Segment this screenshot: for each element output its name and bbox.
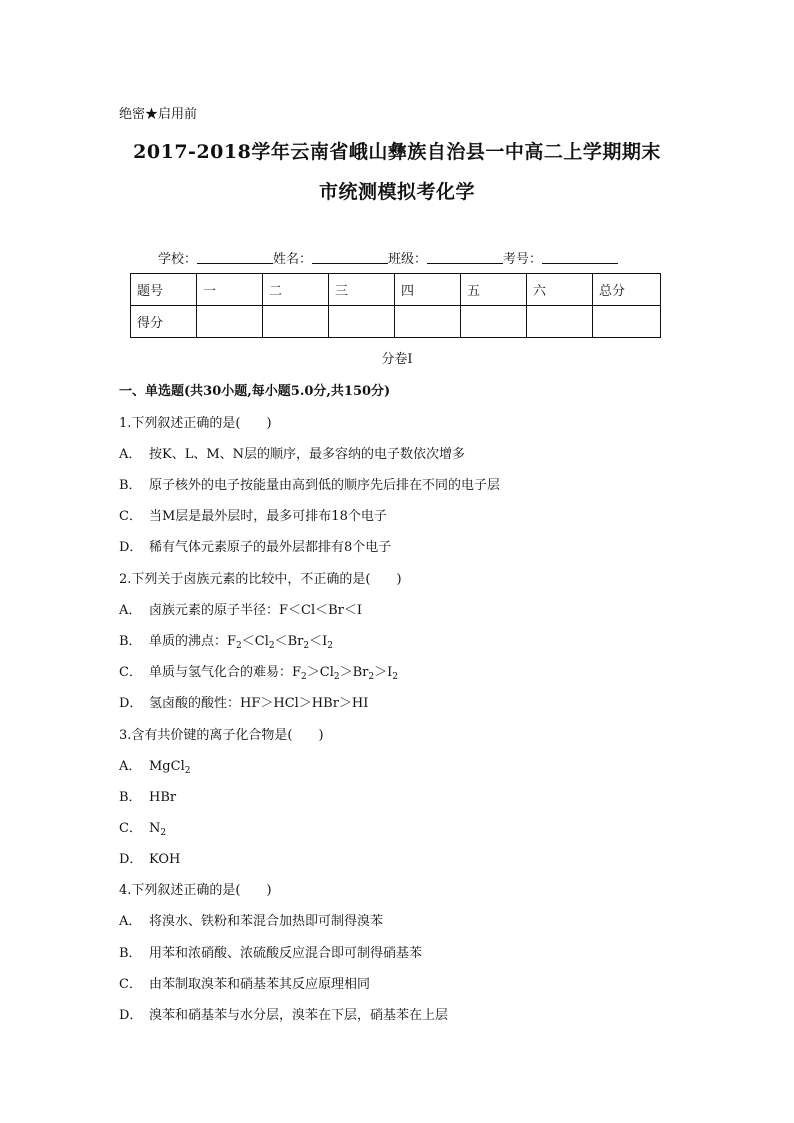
option-text: KOH	[149, 852, 181, 867]
option-item[interactable]	[119, 599, 362, 618]
score-entry-cell[interactable]	[197, 306, 263, 338]
option-item[interactable]	[119, 536, 391, 555]
page-title-line2: 市统测模拟考化学	[318, 181, 475, 203]
option-item[interactable]	[119, 474, 500, 493]
option-text: 卤族元素的原子半径：F＜Cl＜Br＜I	[149, 603, 363, 618]
subscript: 2	[236, 641, 242, 651]
option-label: D．	[119, 696, 143, 711]
question-stem: 3.含有共价键的离子化合物是( )	[119, 728, 324, 743]
option-label: B．	[119, 790, 142, 805]
exam-no-label: 考号：	[503, 252, 543, 267]
option-item[interactable]	[119, 786, 176, 805]
score-cell: 四	[395, 274, 461, 306]
option-text: 当M层是最外层时，最多可排布18个电子	[149, 509, 387, 524]
subscript: 2	[368, 672, 375, 682]
option-text: 氢卤酸的酸性：HF＞HCl＞HBr＞HI	[149, 696, 369, 711]
score-cell: 二	[263, 274, 329, 306]
formula-text: ＜Br	[274, 634, 304, 649]
option-item[interactable]	[119, 973, 370, 992]
option-item[interactable]	[119, 817, 166, 836]
option-label: B．	[119, 946, 142, 961]
option-text	[149, 634, 333, 649]
formula-text: ＞Br	[339, 665, 369, 680]
formula-text: 单质的沸点：F	[149, 634, 237, 649]
option-label: D．	[119, 852, 143, 867]
subscript: 2	[333, 672, 340, 682]
subscript: 2	[184, 766, 191, 776]
option-text: 按K、L、M、N层的顺序，最多容纳的电子数依次增多	[149, 447, 466, 462]
section-label: 分卷I	[381, 352, 413, 367]
formula-text: MgCl	[149, 759, 185, 774]
question-stem: 2.下列关于卤族元素的比较中，不正确的是( )	[119, 572, 402, 587]
option-item[interactable]	[119, 443, 465, 462]
option-label: D．	[119, 540, 143, 555]
option-text	[149, 821, 166, 836]
score-entry-cell[interactable]	[329, 306, 395, 338]
option-label: A．	[119, 759, 142, 774]
option-item[interactable]	[119, 1004, 448, 1023]
exam-no-field[interactable]	[542, 251, 618, 264]
score-entry-cell[interactable]	[593, 306, 661, 338]
option-text: 稀有气体元素原子的最外层都排有8个电子	[149, 540, 392, 555]
option-text: HBr	[149, 790, 177, 805]
subscript: 2	[392, 672, 398, 682]
option-item[interactable]	[119, 848, 180, 867]
formula-text: ＞I	[374, 665, 393, 680]
option-label: C．	[119, 821, 142, 836]
confidential-label: 绝密★启用前	[119, 107, 198, 122]
class-field[interactable]	[427, 251, 503, 264]
question-stem: 4.下列叙述正确的是( )	[119, 883, 272, 898]
option-label: C．	[119, 977, 142, 992]
option-item[interactable]	[119, 942, 422, 961]
subscript: 2	[303, 641, 310, 651]
school-field[interactable]	[197, 251, 273, 264]
score-cell: 六	[527, 274, 593, 306]
option-text: 原子核外的电子按能量由高到低的顺序先后排在不同的电子层	[149, 478, 501, 493]
question-stem: 1.下列叙述正确的是( )	[119, 416, 272, 431]
score-table-score-row	[131, 306, 661, 338]
option-label: D．	[119, 1008, 143, 1023]
option-item[interactable]	[119, 661, 398, 680]
option-item[interactable]	[119, 910, 383, 929]
score-row-label: 得分	[131, 306, 197, 338]
score-cell: 一	[197, 274, 263, 306]
student-info-line	[158, 248, 618, 267]
option-item[interactable]	[119, 505, 387, 524]
option-label: B．	[119, 478, 142, 493]
option-text	[149, 665, 398, 680]
school-label: 学校：	[158, 252, 198, 267]
score-entry-cell[interactable]	[263, 306, 329, 338]
option-label: C．	[119, 665, 142, 680]
option-label: C．	[119, 509, 142, 524]
subscript: 2	[268, 641, 275, 651]
option-text: 溴苯和硝基苯与水分层，溴苯在下层，硝基苯在上层	[149, 1008, 449, 1023]
score-cell: 三	[329, 274, 395, 306]
formula-text: ＜Cl	[241, 634, 269, 649]
score-entry-cell[interactable]	[461, 306, 527, 338]
score-cell: 总分	[593, 274, 661, 306]
score-table	[130, 273, 661, 338]
name-label: 姓名：	[273, 252, 313, 267]
option-label: A．	[119, 603, 142, 618]
option-item[interactable]	[119, 630, 333, 649]
option-text: 用苯和浓硝酸、浓硫酸反应混合即可制得硝基苯	[149, 946, 423, 961]
subscript: 2	[327, 641, 333, 651]
option-text: 由苯制取溴苯和硝基苯其反应原理相同	[149, 977, 371, 992]
option-label: B．	[119, 634, 142, 649]
option-text	[149, 759, 190, 774]
name-field[interactable]	[312, 251, 388, 264]
score-entry-cell[interactable]	[395, 306, 461, 338]
score-entry-cell[interactable]	[527, 306, 593, 338]
formula-text: 单质与氢气化合的难易：F	[149, 665, 302, 680]
score-table-header-row	[131, 274, 661, 306]
option-item[interactable]	[119, 755, 190, 774]
score-cell: 题号	[131, 274, 197, 306]
formula-text: ＜I	[309, 634, 328, 649]
part-heading: 一、单选题(共30小题,每小题5.0分,共150分)	[119, 384, 391, 399]
option-item[interactable]	[119, 692, 368, 711]
class-label: 班级：	[388, 252, 428, 267]
option-text: 将溴水、铁粉和苯混合加热即可制得溴苯	[149, 914, 384, 929]
score-cell: 五	[461, 274, 527, 306]
formula-text: ＞Cl	[306, 665, 334, 680]
subscript: 2	[301, 672, 307, 682]
subscript: 2	[160, 828, 167, 838]
option-label: A．	[119, 914, 142, 929]
formula-text: N	[149, 821, 161, 836]
page-title-line1: 2017-2018学年云南省峨山彝族自治县一中高二上学期期末	[133, 141, 661, 163]
option-label: A．	[119, 447, 142, 462]
